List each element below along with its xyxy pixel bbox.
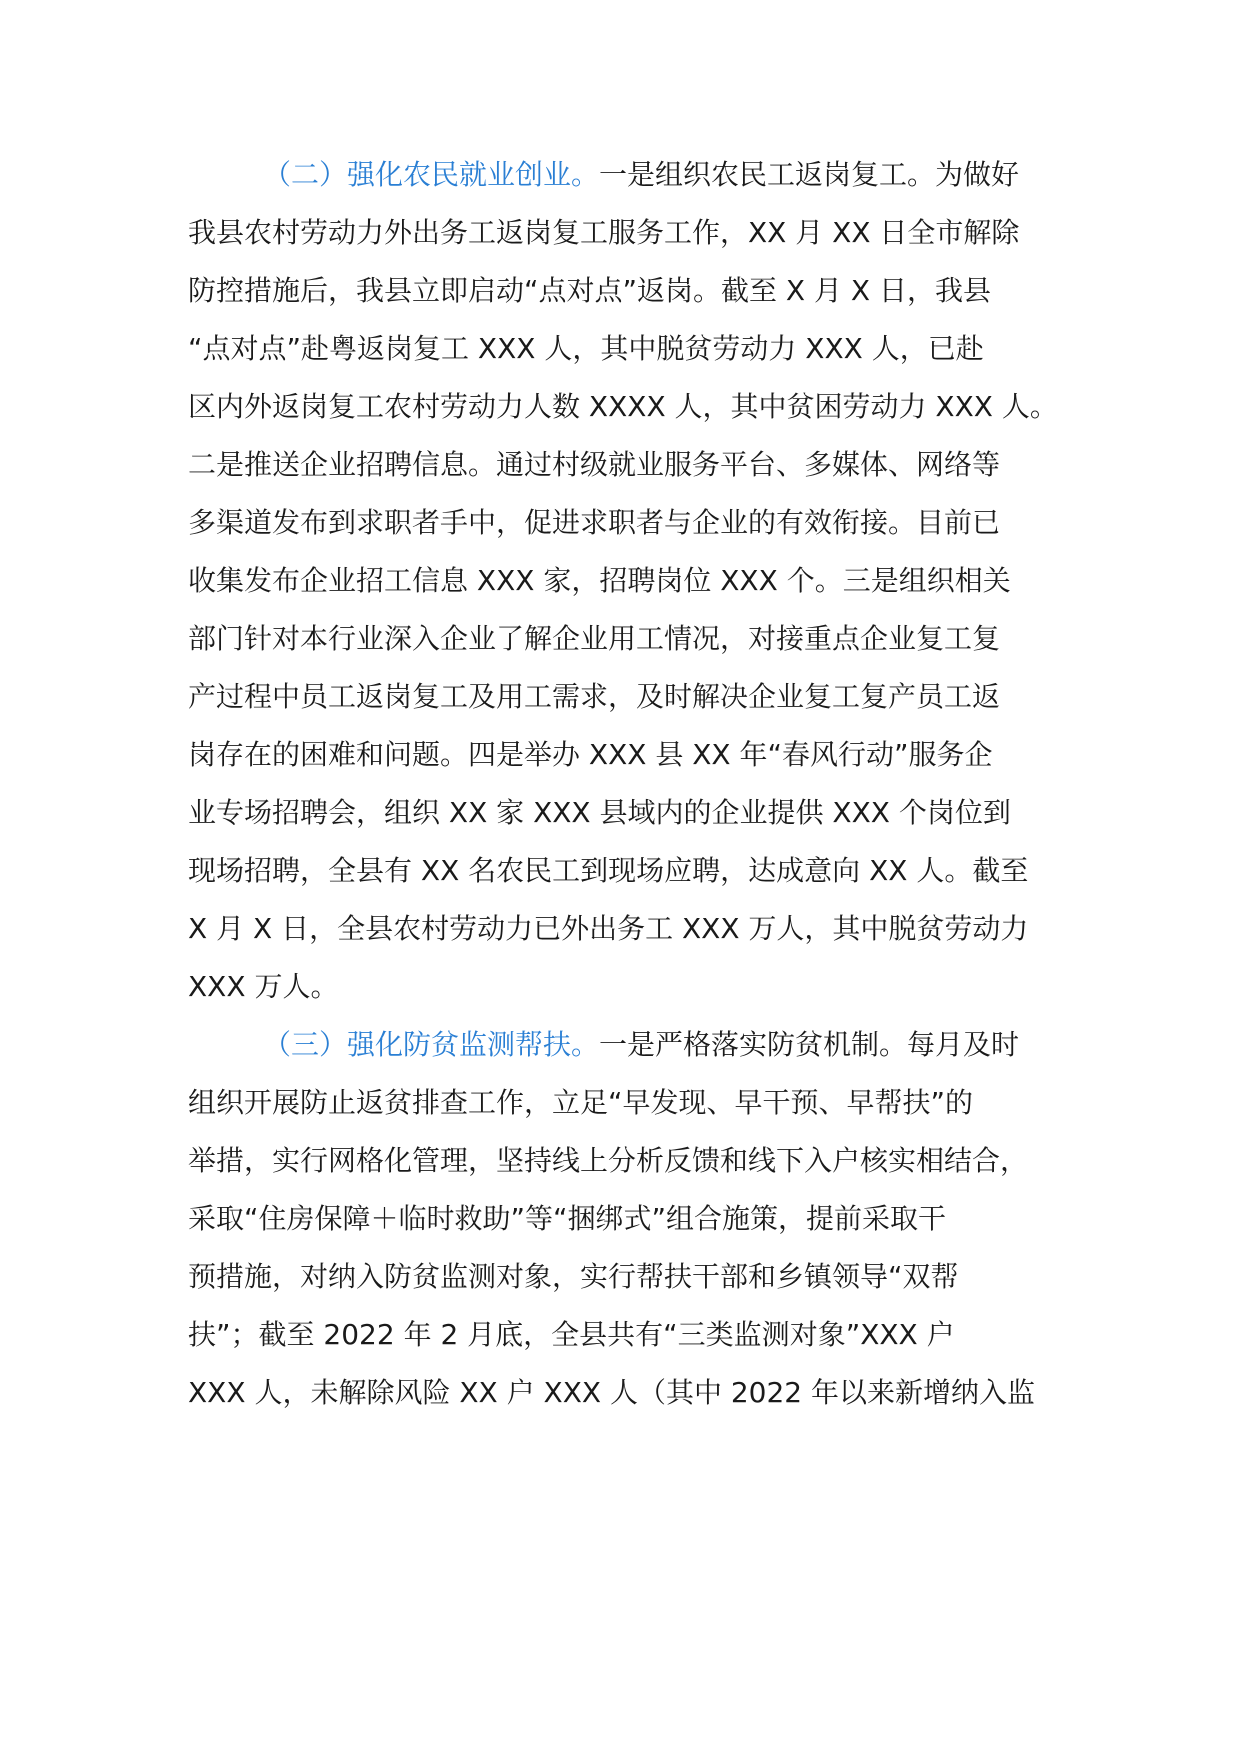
section-3-line-5: 扶”；截至 2022 年 2 月底，全县共有“三类监测对象”XXX 户	[188, 1318, 955, 1351]
section-2-line-10: 岗存在的困难和问题。四是举办 XXX 县 XX 年“春风行动”服务企	[188, 738, 993, 771]
section-2-line-6: 多渠道发布到求职者手中，促进求职者与企业的有效衔接。目前已	[188, 506, 1001, 539]
section-3-line-4: 预措施，对纳入防贫监测对象，实行帮扶干部和乡镇领导“双帮	[188, 1260, 959, 1293]
section-2-line-2: 防控措施后，我县立即启动“点对点”返岗。截至 X 月 X 日，我县	[188, 274, 991, 307]
section-2-line-7: 收集发布企业招工信息 XXX 家，招聘岗位 XXX 个。三是组织相关	[188, 564, 1011, 597]
section-2-line-14: XXX 万人。	[188, 970, 339, 1003]
section-2-line-11: 业专场招聘会，组织 XX 家 XXX 县域内的企业提供 XXX 个岗位到	[188, 796, 1011, 829]
section-3-first-line	[263, 1025, 1019, 1065]
section-2-first-line	[263, 155, 1019, 195]
section-3-line-2: 举措，实行网格化管理，坚持线上分析反馈和线下入户核实相结合，	[188, 1144, 1029, 1177]
section-2-heading: （二）强化农民就业创业。	[263, 158, 600, 191]
section-2-line-3: “点对点”赴粤返岗复工 XXX 人，其中脱贫劳动力 XXX 人，已赴	[188, 332, 984, 365]
section-2-line-0: 一是组织农民工返岗复工。为做好	[599, 158, 1020, 191]
section-2-line-8: 部门针对本行业深入企业了解企业用工情况，对接重点企业复工复	[188, 622, 1001, 655]
section-2-line-13: X 月 X 日，全县农村劳动力已外出务工 XXX 万人，其中脱贫劳动力	[188, 912, 1029, 945]
section-2-line-1: 我县农村劳动力外出务工返岗复工服务工作，XX 月 XX 日全市解除	[188, 216, 1020, 249]
section-3-line-0: 一是严格落实防贫机制。每月及时	[599, 1028, 1020, 1061]
section-2-line-12: 现场招聘，全县有 XX 名农民工到现场应聘，达成意向 XX 人。截至	[188, 854, 1029, 887]
section-2-line-5: 二是推送企业招聘信息。通过村级就业服务平台、多媒体、网络等	[188, 448, 1001, 481]
section-3-heading: （三）强化防贫监测帮扶。	[263, 1028, 600, 1061]
section-2-line-9: 产过程中员工返岗复工及用工需求，及时解决企业复工复产员工返	[188, 680, 1001, 713]
section-3-line-1: 组织开展防止返贫排查工作，立足“早发现、早干预、早帮扶”的	[188, 1086, 974, 1119]
section-2-line-4: 区内外返岗复工农村劳动力人数 XXXX 人，其中贫困劳动力 XXX 人。	[188, 390, 1058, 423]
section-3-line-6: XXX 人，未解除风险 XX 户 XXX 人（其中 2022 年以来新增纳入监	[188, 1376, 1036, 1409]
section-3-line-3: 采取“住房保障＋临时救助”等“捆绑式”组合施策，提前采取干	[188, 1202, 947, 1235]
